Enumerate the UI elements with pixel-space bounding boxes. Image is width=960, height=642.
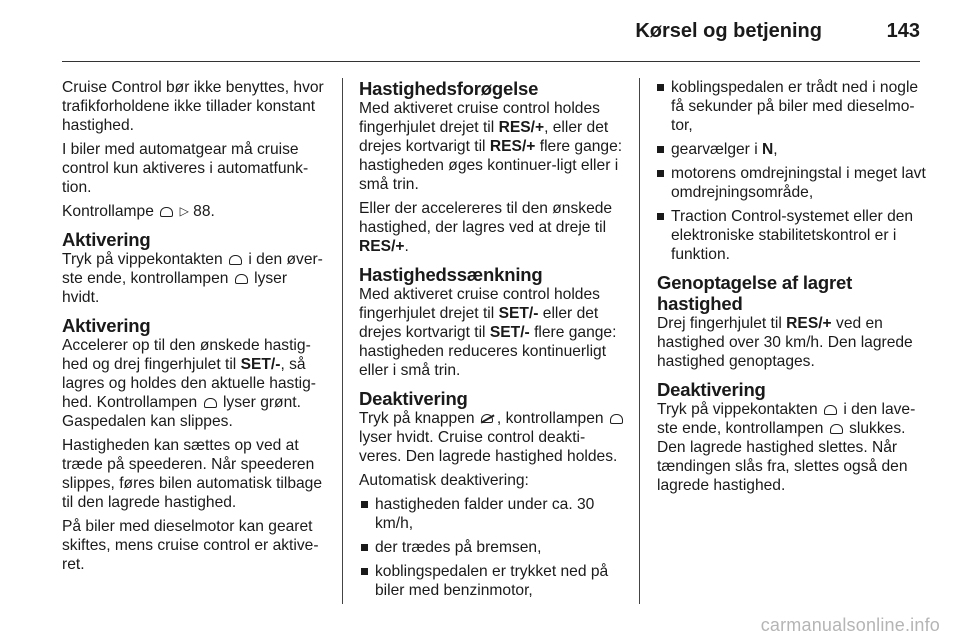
page-header	[0, 0, 960, 62]
section-heading: Hastighedssænkning	[359, 264, 543, 285]
page-title: Kørsel og betjening	[635, 20, 822, 42]
section-heading: Aktivering	[62, 229, 151, 250]
column-divider-1	[342, 78, 343, 604]
paragraph: Hastigheden kan sættes op ved at træde på speederen. Når speederen slippes, føres bilen automatisk tilbage til den lagrede hastighed.	[62, 437, 323, 511]
paragraph: Tryk på knappen , kontrollampen lyser hvidt. Cruise control deakti-veres. Den lagrede hastighed holdes.	[359, 409, 625, 466]
cruise-control-icon	[235, 274, 248, 284]
list-item: gearvælger i N,	[657, 140, 927, 159]
paragraph: På biler med dieselmotor kan gearet skiftes, mens cruise control er aktive-ret.	[62, 518, 319, 573]
list-item: hastigheden falder under ca. 30 km/h,	[361, 495, 625, 533]
section-heading: Aktivering	[62, 315, 151, 336]
page-ref-icon: ▷	[179, 204, 189, 218]
list-item: koblingspedalen er trykket ned på biler med benzinmotor,	[361, 562, 625, 600]
list-item: koblingspedalen er trådt ned i nogle få sekunder på biler med dieselmo-tor,	[657, 78, 927, 135]
section-heading: Hastighedsforøgelse	[359, 78, 539, 99]
list-item: Traction Control-systemet eller den elektroniske stabilitetskontrol er i funktion.	[657, 207, 927, 264]
paragraph: Accelerer op til den ønskede hastig-hed og drej fingerhjulet til SET/-, så lagres og holdes den aktuelle hastig-hed. Kontrollampen lyser grønt. Gaspedalen kan slippes.	[62, 337, 316, 430]
paragraph: Med aktiveret cruise control holdes fingerhjulet drejet til RES/+, eller det drejes kortvarigt til RES/+ flere gange: hastigheden øges kontinuer-ligt eller i små trin.	[359, 100, 623, 193]
paragraph: Tryk på vippekontakten i den lave-ste ende, kontrollampen slukkes. Den lagrede hastighed slettes. Når tændingen slås fra, slettes også den lagrede hastighed.	[657, 401, 916, 494]
cruise-control-icon	[229, 255, 242, 265]
paragraph: Drej fingerhjulet til RES/+ ved en hastighed over 30 km/h. Den lagrede hastighed genoptages.	[657, 315, 913, 370]
list-item: motorens omdrejningstal i meget lavt omdrejningsområde,	[657, 164, 927, 202]
header-rule	[62, 61, 920, 62]
cruise-control-icon	[204, 398, 217, 408]
paragraph: I biler med automatgear må cruise control kun aktiveres i automatfunk-tion.	[62, 141, 309, 196]
deactivation-list	[359, 495, 625, 600]
column-1	[62, 78, 326, 579]
paragraph: Med aktiveret cruise control holdes fingerhjulet drejet til SET/- eller det drejes kortvarigt til SET/- flere gange: hastigheden reduceres kontinuerligt eller i små trin.	[359, 286, 617, 379]
cruise-control-icon	[610, 414, 623, 424]
paragraph: Kontrollampe ▷ 88.	[62, 203, 215, 220]
paragraph: Cruise Control bør ikke benyttes, hvor trafikforholdene ikke tillader konstant hastighed.	[62, 79, 324, 134]
section-heading: Deaktivering	[657, 379, 766, 400]
cruise-control-icon	[160, 207, 173, 217]
paragraph: Automatisk deaktivering:	[359, 472, 529, 489]
cruise-control-icon	[824, 405, 837, 415]
column-3	[657, 78, 927, 500]
paragraph: Eller der accelereres til den ønskede hastighed, der lagres ved at dreje til RES/+.	[359, 200, 613, 255]
deactivation-list-continued	[657, 78, 927, 264]
column-divider-2	[639, 78, 640, 604]
page-number: 143	[886, 20, 920, 42]
watermark: carmanualsonline.info	[760, 615, 940, 635]
list-item: der trædes på bremsen,	[361, 538, 625, 557]
section-heading: Genoptagelse af lagret hastighed	[657, 272, 853, 314]
section-heading: Deaktivering	[359, 388, 468, 409]
cruise-off-icon	[481, 414, 495, 424]
column-2	[359, 78, 625, 606]
cruise-control-icon	[830, 424, 843, 434]
paragraph: Tryk på vippekontakten i den øver-ste ende, kontrollampen lyser hvidt.	[62, 251, 323, 306]
